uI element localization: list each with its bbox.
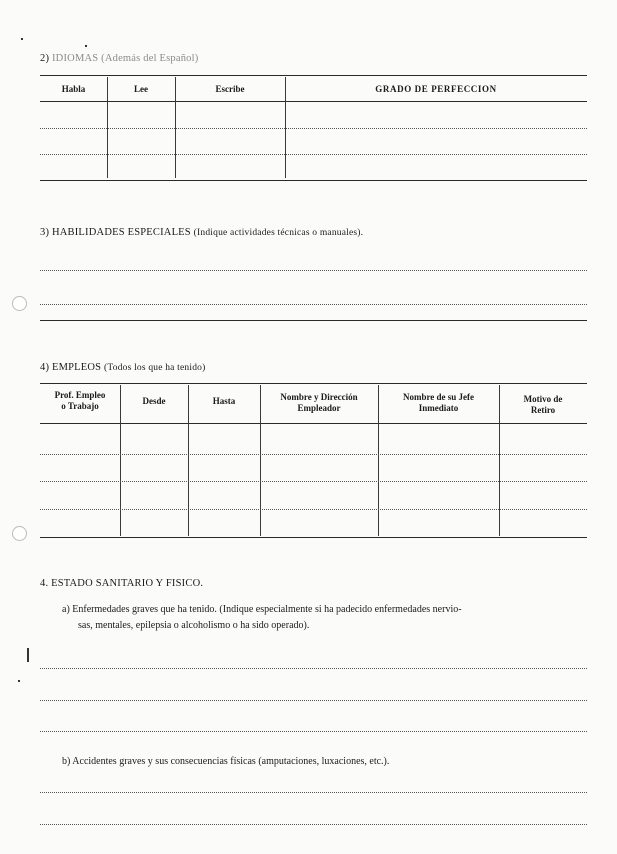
ink-speck (18, 680, 20, 682)
section-2-heading: IDIOMAS (51, 53, 99, 64)
section-5-title: 4. ESTADO SANITARIO Y FISICO. (40, 578, 204, 589)
section-4-title (40, 362, 205, 373)
column-header-grado: GRADO DE PERFECCION (375, 84, 497, 94)
answer-line[interactable] (40, 824, 587, 825)
item-a-line2: sas, mentales, epilepsia o alcoholismo o ha sido operado). (78, 620, 310, 631)
column-divider (120, 385, 121, 536)
section-4-note: (Todos los que ha tenido) (104, 363, 206, 373)
column-header-jefe (378, 392, 499, 414)
column-header-prof-empleo-line1: Prof. Empleo (54, 390, 106, 400)
section-3-title (40, 227, 363, 238)
table-header-rule (40, 423, 587, 424)
column-header-motivo (499, 394, 587, 416)
column-divider (499, 385, 500, 536)
ink-speck (27, 648, 29, 662)
item-b-text: b) Accidentes graves y sus consecuencias físicas (amputaciones, luxaciones, etc.). (62, 756, 390, 767)
item-a-text (62, 602, 602, 634)
column-divider (260, 385, 261, 536)
answer-line[interactable] (40, 270, 587, 271)
column-header-jefe-line2: Inmediato (418, 403, 459, 413)
table-bottom-rule (40, 537, 587, 538)
section-2-note: (Además del Español) (101, 53, 199, 64)
ink-speck (21, 38, 23, 40)
table-bottom-rule (40, 180, 587, 181)
column-header-prof-empleo-line2: o Trabajo (61, 401, 99, 411)
section-3-note: (Indique actividades técnicas o manuales). (193, 228, 364, 238)
column-header-prof-empleo (40, 390, 120, 412)
column-header-jefe-line1: Nombre de su Jefe (402, 392, 475, 402)
table-row-line (40, 128, 587, 129)
answer-line[interactable] (40, 668, 587, 669)
table-row-line (40, 481, 587, 482)
answer-line[interactable] (40, 731, 587, 732)
ink-speck (85, 45, 87, 47)
column-header-desde: Desde (142, 396, 166, 406)
binder-hole (12, 296, 27, 311)
table-top-rule (40, 383, 587, 384)
column-header-motivo-line1: Motivo de (523, 394, 563, 404)
column-divider (378, 385, 379, 536)
column-header-habla: Habla (61, 84, 86, 94)
section-2-title (40, 53, 198, 64)
table-row-line (40, 509, 587, 510)
column-header-nombre-empleador-line1: Nombre y Dirección (280, 392, 358, 402)
binder-hole (12, 526, 27, 541)
section-4-heading: 4) EMPLEOS (40, 362, 102, 373)
section-3-bottom-rule (40, 320, 587, 321)
column-divider (188, 385, 189, 536)
column-header-nombre-empleador-line2: Empleador (297, 403, 341, 413)
table-header-rule (40, 101, 587, 102)
column-header-hasta: Hasta (212, 396, 236, 406)
item-a-line1: a) Enfermedades graves que ha tenido. (Indique especialmente si ha padecido enfermedades nervio- (62, 604, 462, 615)
table-row-line (40, 454, 587, 455)
answer-line[interactable] (40, 792, 587, 793)
column-header-nombre-empleador (260, 392, 378, 414)
section-2-number: 2) (40, 53, 50, 64)
answer-line[interactable] (40, 304, 587, 305)
table-row-line (40, 154, 587, 155)
column-header-motivo-line2: Retiro (530, 405, 556, 415)
column-header-escribe: Escribe (215, 84, 245, 94)
answer-line[interactable] (40, 700, 587, 701)
section-3-heading: 3) HABILIDADES ESPECIALES (40, 227, 191, 238)
table-top-rule (40, 75, 587, 76)
column-header-lee: Lee (134, 84, 148, 94)
